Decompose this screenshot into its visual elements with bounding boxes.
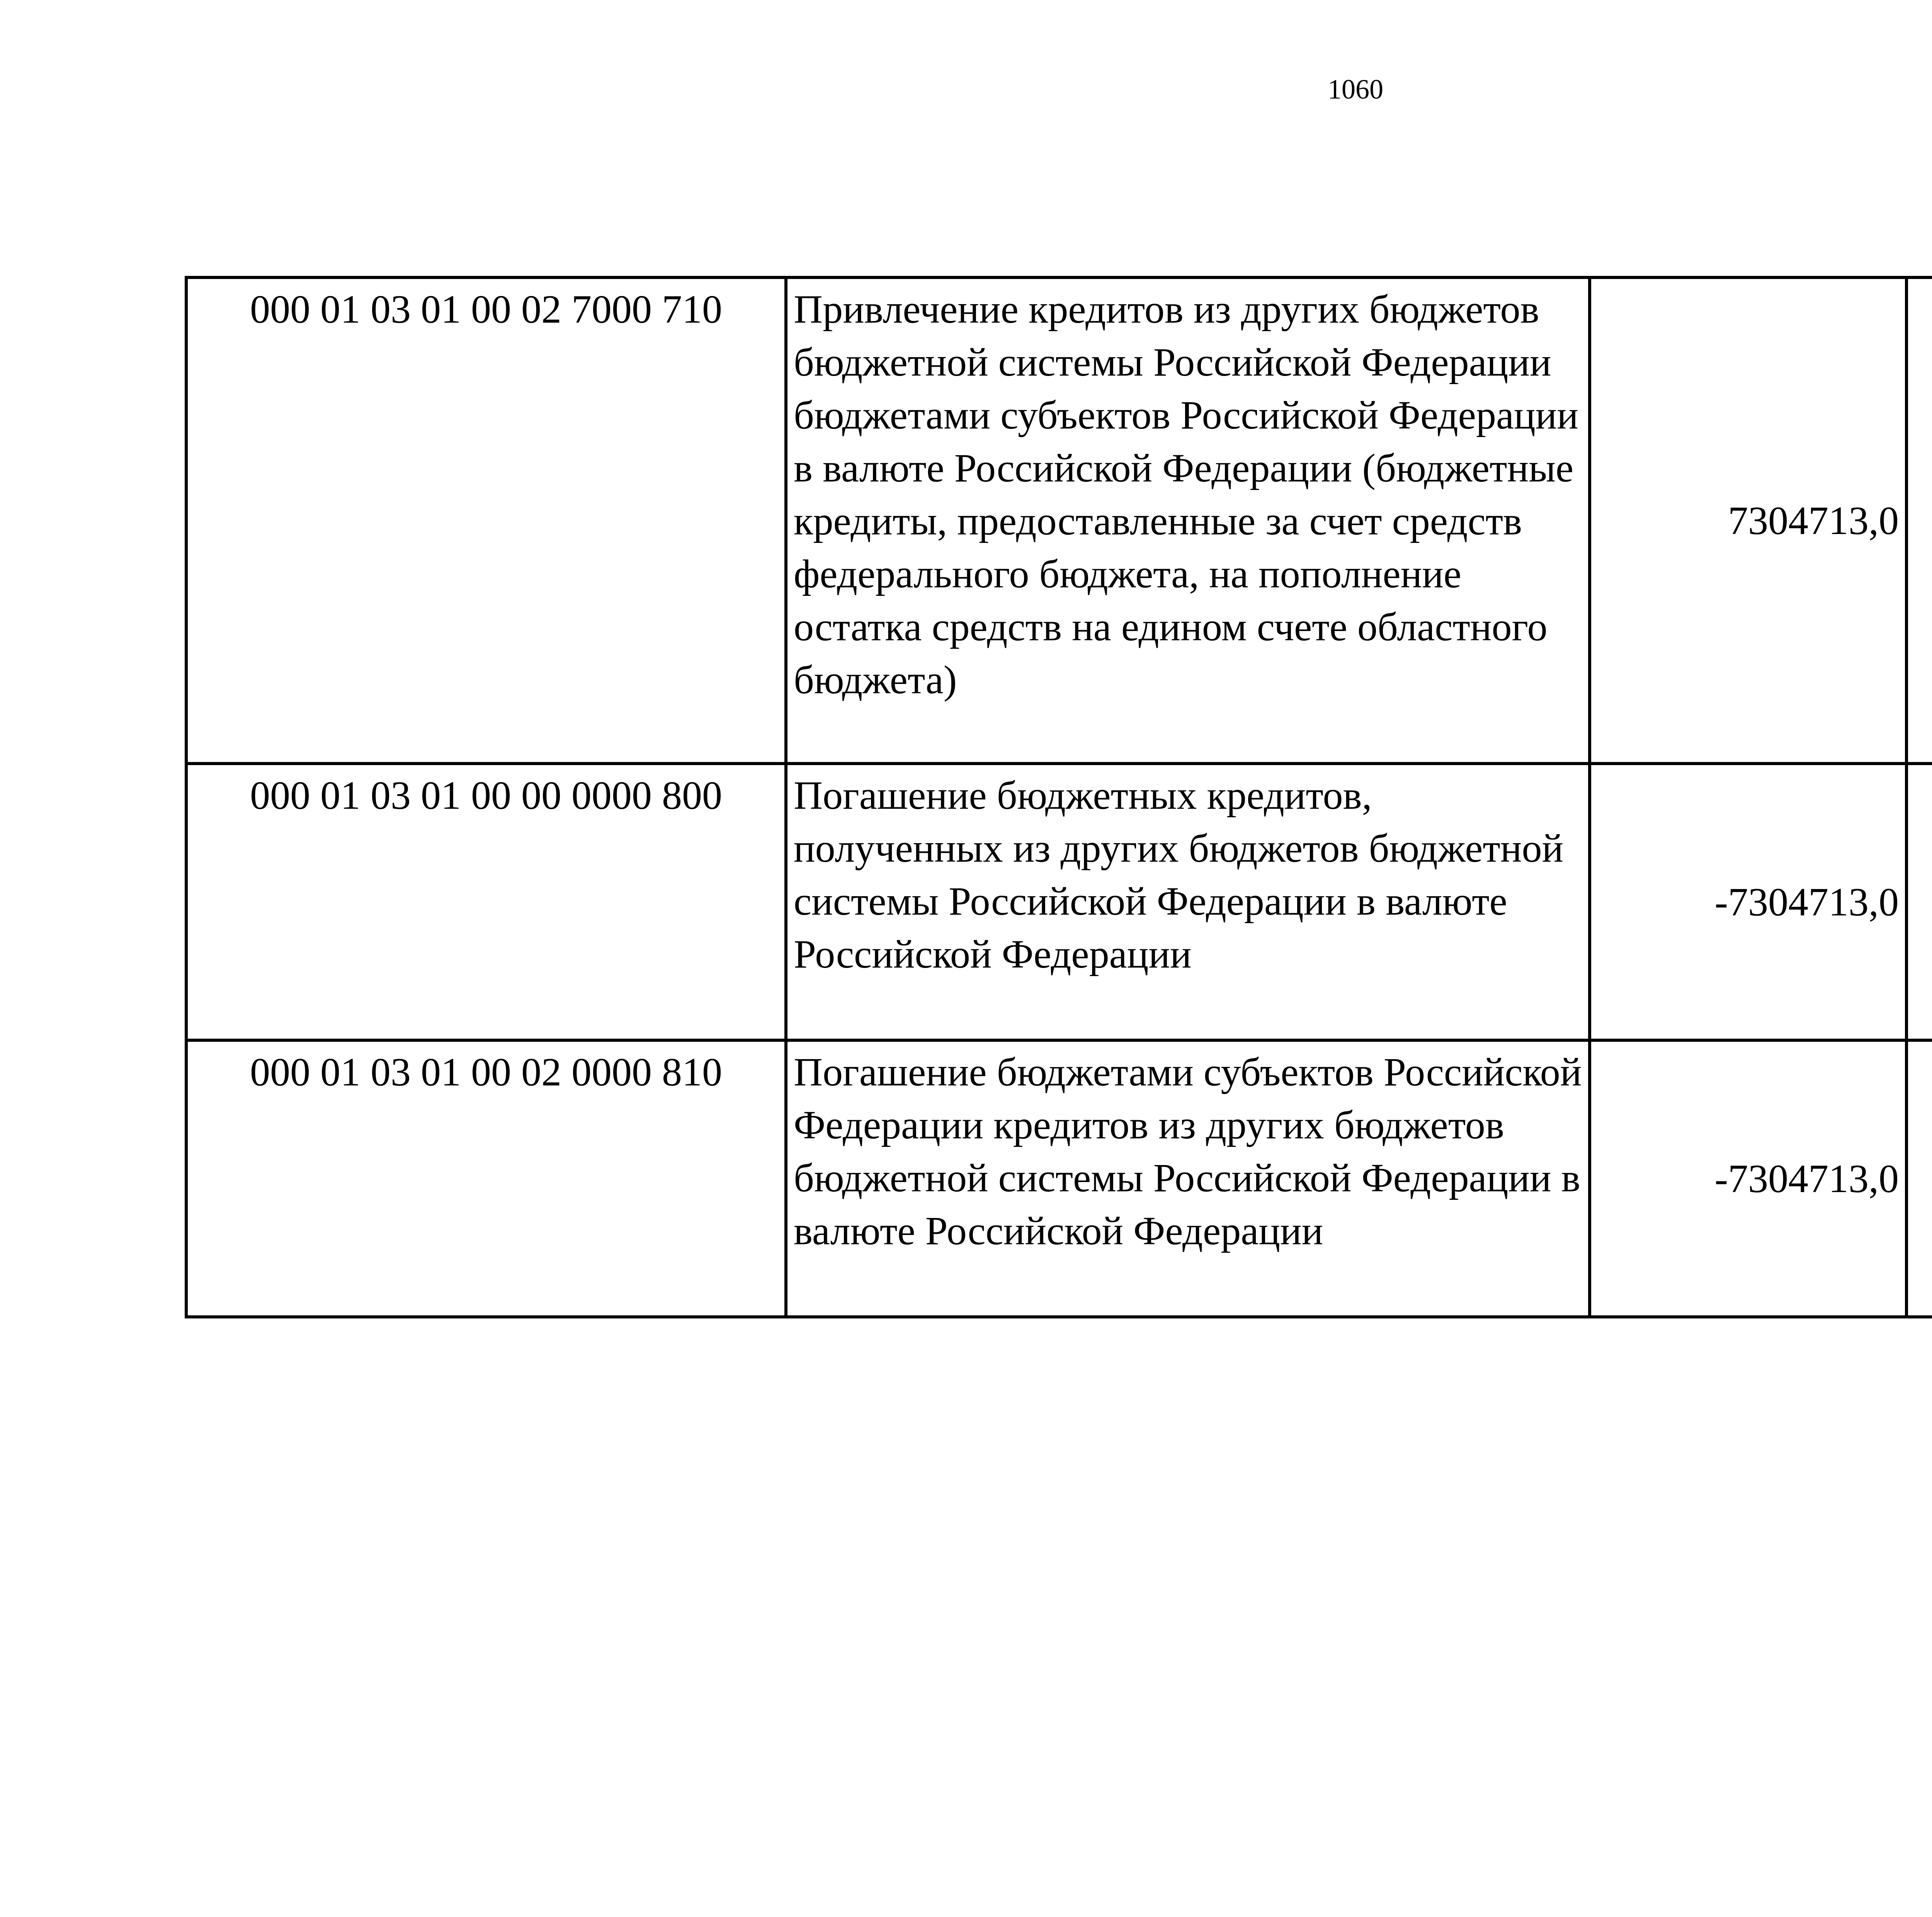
budget-code-cell: 000 01 03 01 00 00 0000 800 xyxy=(186,764,786,1040)
table-row xyxy=(186,764,1932,1040)
page-number: 1060 xyxy=(1328,74,1383,105)
table-row xyxy=(186,1040,1932,1317)
item-name-cell: Привлечение кредитов из других бюджетов бюджетной системы Российской Федерации бюджетами субъектов Российской Федерации в валюте Российской Федерации (бюджетные кредиты, предоставленные за счет средств федерального бюджета, на пополнение остатка средств на едином счете областного бюджета) xyxy=(786,277,1590,764)
value-cell-2 xyxy=(1906,1040,1932,1317)
item-name-cell: Погашение бюджетами субъектов Российской Федерации кредитов из других бюджетов бюджетной системы Российской Федерации в валюте Российской Федерации xyxy=(786,1040,1590,1317)
value-cell-2 xyxy=(1906,764,1932,1040)
value-cell-2 xyxy=(1906,277,1932,764)
item-name-cell: Погашение бюджетных кредитов, полученных из других бюджетов бюджетной системы Российской Федерации в валюте Российской Федерации xyxy=(786,764,1590,1040)
budget-code-cell: 000 01 03 01 00 02 0000 810 xyxy=(186,1040,786,1317)
budget-code-cell: 000 01 03 01 00 02 7000 710 xyxy=(186,277,786,764)
value-cell-1: -7304713,0 xyxy=(1590,1040,1906,1317)
value-cell-1: -7304713,0 xyxy=(1590,764,1906,1040)
budget-table xyxy=(185,276,1932,1318)
value-cell-1: 7304713,0 xyxy=(1590,277,1906,764)
table-row xyxy=(186,277,1932,764)
